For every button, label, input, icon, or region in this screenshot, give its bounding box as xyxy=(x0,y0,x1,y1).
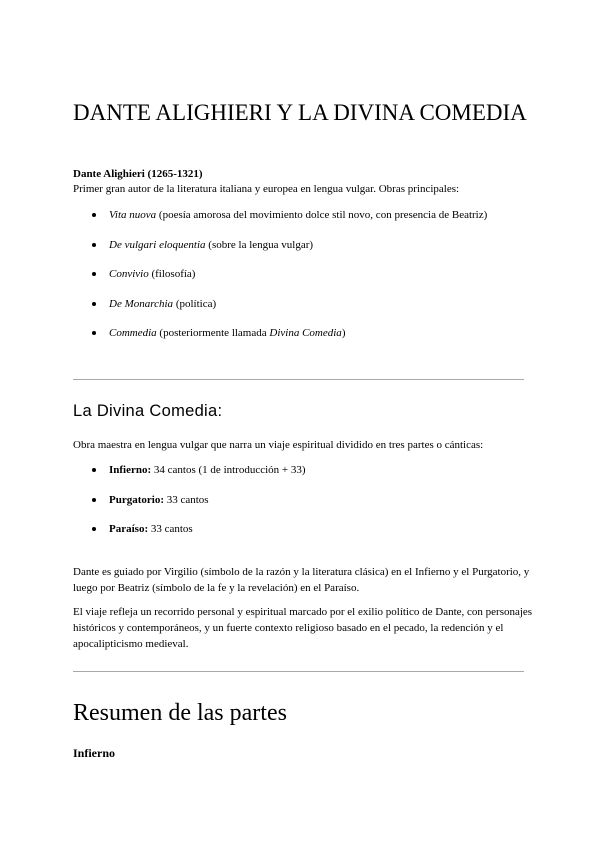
subheading-infierno: Infierno xyxy=(73,746,115,760)
work-title: Commedia xyxy=(109,327,157,339)
work-title-alt: Divina Comedia xyxy=(269,327,342,339)
work-title: De Monarchia xyxy=(109,297,174,310)
parts-list xyxy=(90,463,306,552)
work-title: Convivio xyxy=(109,268,149,280)
part-name: Infierno: xyxy=(109,464,152,476)
works-list xyxy=(90,208,487,356)
list-item xyxy=(90,267,487,297)
work-title: Vita nuova xyxy=(109,209,157,221)
journey-paragraph: El viaje refleja un recorrido personal y espiritual marcado por el exilio político de Dante, con personajes históricos y contemporáneos, y un fuerte contexto religioso basado en el pecado, la redención y el apocalipticismo medieval. xyxy=(73,606,533,650)
list-item xyxy=(90,326,487,356)
list-item xyxy=(90,463,306,493)
intro-text: Primer gran autor de la literatura italiana y europea en lengua vulgar. Obras principales: xyxy=(73,183,460,195)
work-desc-end: ) xyxy=(341,327,346,339)
list-item xyxy=(90,522,306,552)
list-item xyxy=(90,493,306,523)
work-desc: (posteriormente llamada xyxy=(156,327,270,339)
work-desc: (filosofía) xyxy=(148,268,196,280)
part-desc: 33 cantos xyxy=(163,493,209,506)
work-desc: (sobre la lengua vulgar) xyxy=(205,238,314,251)
part-desc: 33 cantos xyxy=(148,523,193,535)
work-title: De vulgari eloquentia xyxy=(109,238,206,251)
part-name: Paraíso: xyxy=(109,523,149,535)
list-item xyxy=(90,238,487,268)
list-item xyxy=(90,208,487,238)
divider xyxy=(73,379,524,380)
author-heading: Dante Alighieri (1265-1321) xyxy=(73,168,203,180)
divider xyxy=(73,671,524,672)
page-title: DANTE ALIGHIERI Y LA DIVINA COMEDIA xyxy=(73,100,527,125)
list-item xyxy=(90,297,487,327)
section-intro: Obra maestra en lengua vulgar que narra un viaje espiritual dividido en tres partes o cánticas: xyxy=(73,439,484,451)
work-desc: (política) xyxy=(173,297,217,310)
guides-paragraph: Dante es guiado por Virgilio (símbolo de la razón y la literatura clásica) en el Infierno y el Purgatorio, y luego por Beatriz (símbolo de la fe y la revelación) en el Paraíso. xyxy=(73,566,530,594)
section-heading: La Divina Comedia: xyxy=(73,402,223,420)
summary-heading: Resumen de las partes xyxy=(73,700,287,726)
work-desc: (poesía amorosa del movimiento dolce stil novo, con presencia de Beatriz) xyxy=(156,209,488,221)
part-desc: 34 cantos (1 de introducción + 33) xyxy=(151,464,306,476)
part-name: Purgatorio: xyxy=(109,493,164,506)
